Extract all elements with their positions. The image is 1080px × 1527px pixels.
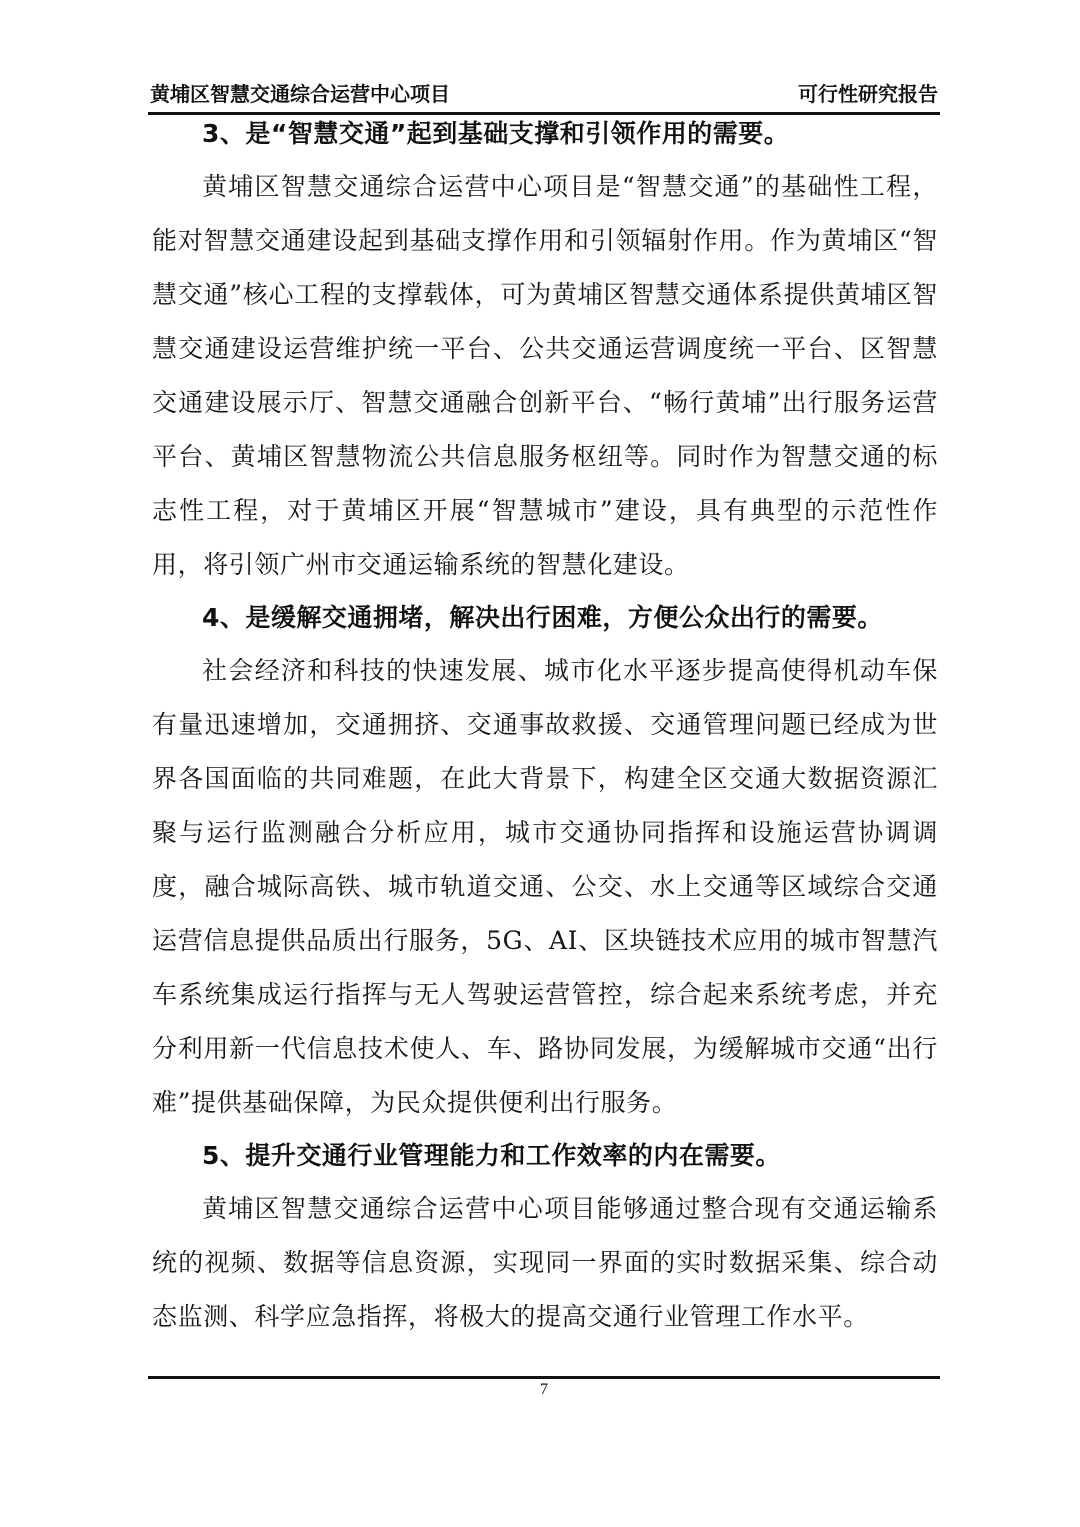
section-3-heading: 3、是“智慧交通”起到基础支撑和引领作用的需要。 — [202, 119, 790, 148]
section-3-paragraph: 黄埔区智慧交通综合运营中心项目是“智慧交通”的基础性工程，能对智慧交通建设起到基础支撑作用和引领辐射作用。作为黄埔区“智慧交通”核心工程的支撑载体，可为黄埔区智慧交通体系提供黄埔区智慧交通建设运营维护统一平台、公共交通运营调度统一平台、区智慧交通建设展示厅、智慧交通融合创新平台、“畅行黄埔”出行服务运营平台、黄埔区智慧物流公共信息服务枢纽等。同时作为智慧交通的标志性工程，对于黄埔区开展“智慧城市”建设，具有典型的示范性作用，将引领广州市交通运输系统的智慧化建设。 — [152, 172, 938, 579]
page-header — [148, 78, 940, 110]
header-document-type: 可行性研究报告 — [798, 82, 938, 106]
section-4-paragraph: 社会经济和科技的快速发展、城市化水平逐步提高使得机动车保有量迅速增加，交通拥挤、交通事故救援、交通管理问题已经成为世界各国面临的共同难题，在此大背景下，构建全区交通大数据资源汇聚与运行监测融合分析应用，城市交通协同指挥和设施运营协调调度，融合城际高铁、城市轨道交通、公交、水上交通等区域综合交通运营信息提供品质出行服务，5G、AI、区块链技术应用的城市智慧汽车系统集成运行指挥与无人驾驶运营管控，综合起来系统考虑，并充分利用新一代信息技术使人、车、路协同发展，为缓解城市交通“出行难”提供基础保障，为民众提供便利出行服务。 — [152, 656, 938, 1117]
section-5-paragraph: 黄埔区智慧交通综合运营中心项目能够通过整合现有交通运输系统的视频、数据等信息资源，实现同一界面的实时数据采集、综合动态监测、科学应急指挥，将极大的提高交通行业管理工作水平。 — [152, 1194, 938, 1331]
header-project-title: 黄埔区智慧交通综合运营中心项目 — [150, 82, 450, 106]
section-5-heading: 5、提升交通行业管理能力和工作效率的内在需要。 — [202, 1141, 781, 1170]
footer-divider — [148, 1376, 940, 1379]
page-number: 7 — [540, 1381, 548, 1398]
document-body — [152, 108, 938, 1344]
section-4-heading: 4、是缓解交通拥堵，解决出行困难，方便公众出行的需要。 — [202, 603, 883, 632]
